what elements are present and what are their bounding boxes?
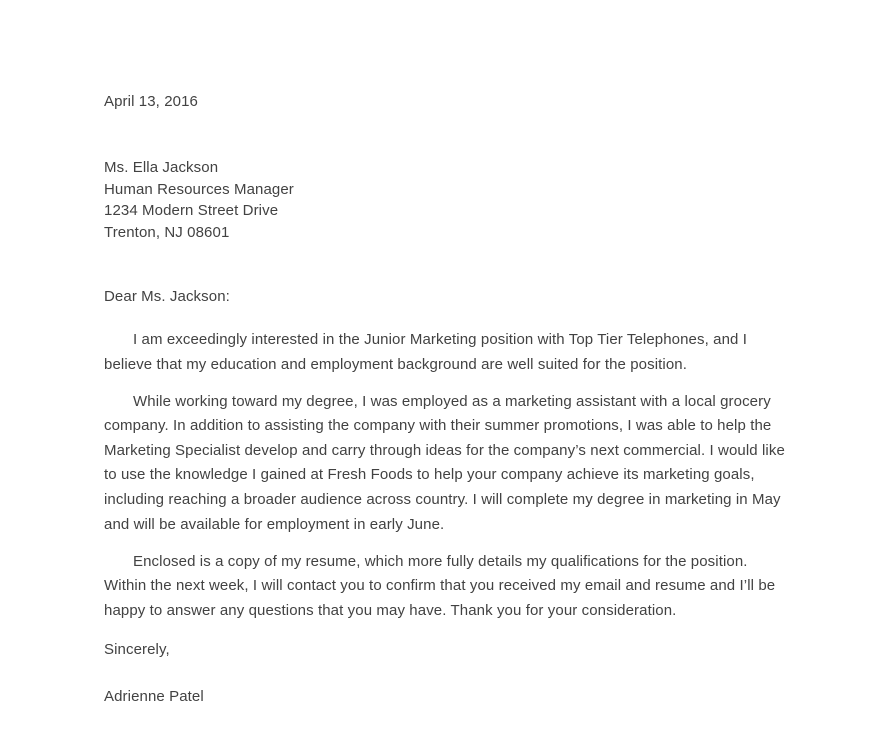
- recipient-title: Human Resources Manager: [104, 180, 294, 198]
- recipient-street: 1234 Modern Street Drive: [104, 202, 279, 219]
- recipient-name: Ms. Ella Jackson: [104, 159, 219, 176]
- recipient-address-block: [104, 157, 792, 243]
- signature-name: Adrienne Patel: [104, 688, 204, 706]
- closing: Sincerely,: [104, 641, 170, 659]
- salutation: Dear Ms. Jackson:: [104, 288, 230, 305]
- letter-date: April 13, 2016: [104, 93, 198, 110]
- body-paragraph: Enclosed is a copy of my resume, which more fully details my qualifications for the position. Within the next week, I will contact you to confirm that you received my email and resume and I’ll be happy to answer any questions that you may have. Thank you for your consideration.: [104, 552, 776, 619]
- recipient-city-state-zip: Trenton, NJ 08601: [104, 223, 230, 241]
- body-paragraph: I am exceedingly interested in the Junior Marketing position with Top Tier Telephones, and I believe that my education and employment background are well suited for the position.: [104, 331, 747, 373]
- body-paragraph: While working toward my degree, I was employed as a marketing assistant with a local grocery company. In addition to assisting the company with their summer promotions, I was able to help the Marketing Specialist develop and carry through ideas for the company’s next commercial. I would like to use the knowledge I gained at Fresh Foods to help your company achieve its marketing goals, including reaching a broader audience across country. I will complete my degree in marketing in May and will be available for employment in early June.: [104, 392, 785, 533]
- letter-body: [104, 328, 792, 623]
